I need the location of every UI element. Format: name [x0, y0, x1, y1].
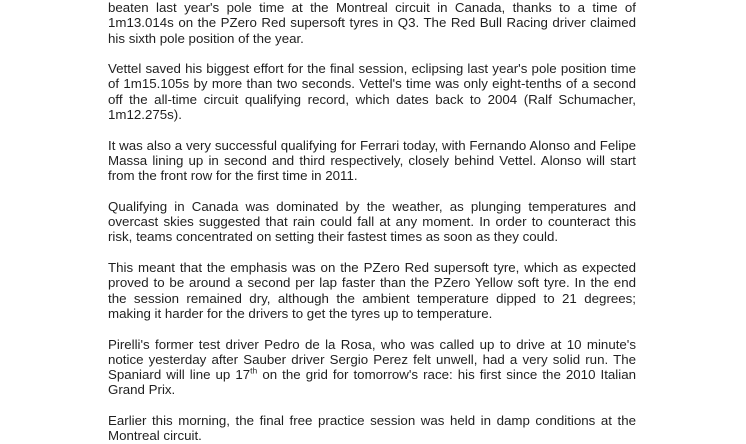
- paragraph-pole-time: beaten last year's pole time at the Montreal circuit in Canada, thanks to a time of 1m13.014s on the PZero Red supersoft tyres in Q3. The Red Bull Racing driver claimed his sixth pole position of the year.: [108, 0, 636, 46]
- paragraph-ferrari: It was also a very successful qualifying for Ferrari today, with Fernando Alonso and Felipe Massa lining up in second and third respectively, closely behind Vettel. Alonso will start from the front row for the first time in 2011.: [108, 137, 636, 184]
- paragraph-supersoft-tyre: This meant that the emphasis was on the PZero Red supersoft tyre, which as expected proved to be around a second per lap faster than the PZero Yellow soft tyre. In the end the session remained dry, although the ambient temperature dipped to 21 degrees; making it harder for the drivers to get the tyres up to temperature.: [108, 260, 636, 321]
- paragraph-de-la-rosa-text-cont: on the grid for tomorrow's race: his first since the 2010 Italian Grand Prix.: [108, 367, 636, 398]
- paragraph-de-la-rosa-text: Pirelli's former test driver Pedro de la Rosa, who was called up to drive at 10 minute's notice yesterday after Sauber driver Sergio Perez felt unwell, had a very solid run. The Spaniard will line up 17: [108, 336, 636, 383]
- paragraph-de-la-rosa: [108, 337, 636, 398]
- superscript-ordinal: th: [250, 365, 258, 376]
- paragraph-final-session: Vettel saved his biggest effort for the final session, eclipsing last year's pole position time of 1m15.105s by more than two seconds. Vettel's time was only eight-tenths of a second off the all-time circuit qualifying record, which dates back to 2004 (Ralf Schumacher, 1m12.275s).: [108, 61, 636, 123]
- paragraph-weather: Qualifying in Canada was dominated by the weather, as plunging temperatures and overcast skies suggested that rain could fall at any moment. In order to counteract this risk, teams concentrated on setting their fastest times as soon as they could.: [108, 198, 636, 245]
- paragraph-clipped-bottom: Earlier this morning, the final free practice session was held in damp conditions at the Montreal circuit.: [108, 413, 636, 444]
- press-release-body: [108, 0, 636, 444]
